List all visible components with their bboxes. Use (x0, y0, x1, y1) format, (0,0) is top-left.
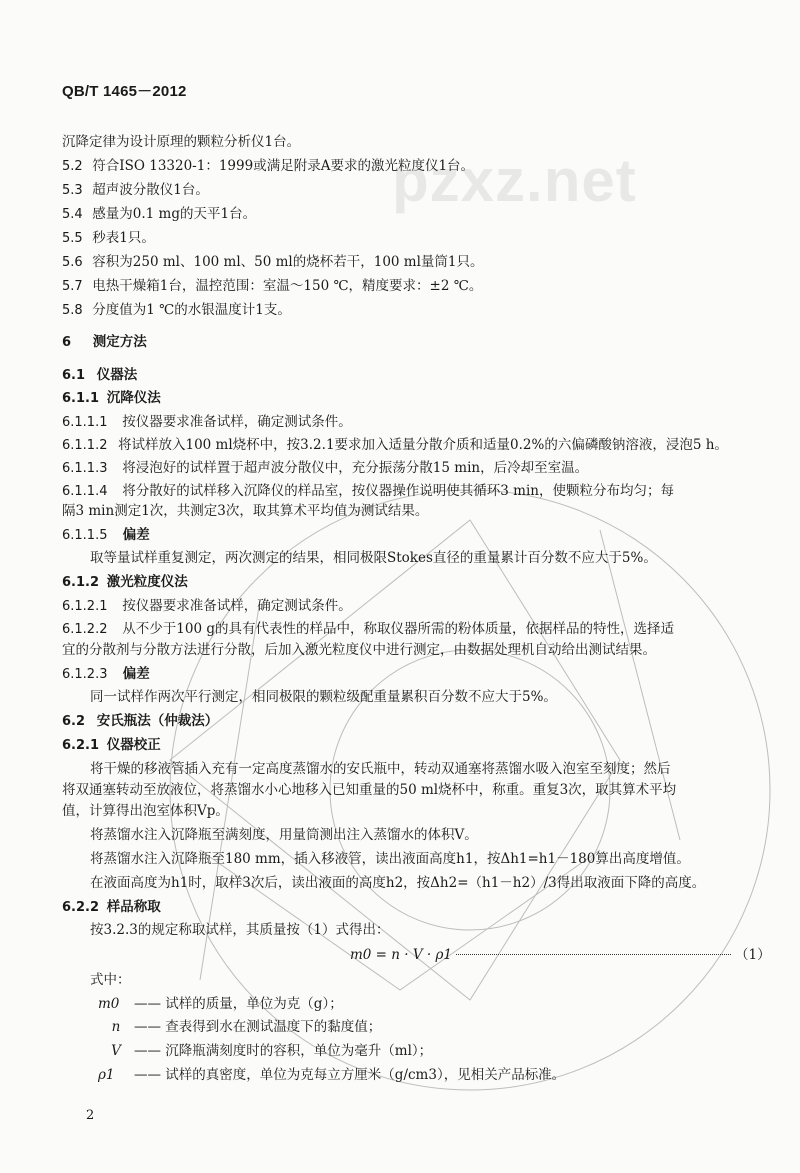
clause-6-1-2-3-heading: 6.1.2.3 偏差 (62, 666, 150, 682)
text-line: 隔3 min测定1次，共测定3次，取其算术平均值为测试结果。 (62, 503, 429, 519)
formula-leader-dots (456, 954, 731, 955)
text-line: 将干燥的移液管插入充有一定高度蒸馏水的安氏瓶中，转动双通塞将蒸馏水吸入泡室至刻度；然后 (90, 761, 671, 777)
standard-code-header: QB/T 1465－2012 (62, 83, 187, 100)
where-label: 式中： (90, 972, 131, 988)
clause-6-1-2-1: 6.1.2.1 按仪器要求准备试样，确定测试条件。 (62, 598, 352, 614)
text-line: 在液面高度为h1时，取样3次后，读出液面的高度h2，按Δh2=（h1－h2）/3得出取液面下降的高度。 (90, 875, 706, 891)
clause-5-8: 5.8 分度值为1 ℃的水银温度计1支。 (62, 302, 291, 318)
definition-v: V —— 沉降瓶满刻度时的容积，单位为毫升（ml）； (111, 1043, 433, 1059)
section-6-2-1-heading: 6.2.1 仪器校正 (62, 737, 161, 753)
clause-6-1-1-5-heading: 6.1.1.5 偏差 (62, 527, 150, 543)
text-line: 宜的分散剂与分散方法进行分散，后加入激光粒度仪中进行测定，由数据处理机自动给出测试结果。 (62, 642, 656, 658)
text-line: 沉降定律为设计原理的颗粒分析仪1台。 (62, 134, 301, 150)
clause-5-6: 5.6 容积为250 ml、100 ml、50 ml的烧杯若干，100 ml量筒1只。 (62, 254, 484, 270)
text-line: 按3.2.3的规定称取试样，其质量按（1）式得出： (90, 922, 390, 938)
clause-6-1-1-4: 6.1.1.4 将分散好的试样移入沉降仪的样品室，按仪器操作说明使其循环3 min，使颗粒分布均匀；每 (62, 483, 674, 499)
section-6-1-heading: 6.1 仪器法 (62, 367, 138, 383)
section-6-1-2-heading: 6.1.2 激光粒度仪法 (62, 574, 188, 590)
section-6-1-1-heading: 6.1.1 沉降仪法 (62, 390, 161, 406)
text-line: 将双通塞转动至放液位，将蒸馏水小心地移入已知重量的50 ml烧杯中，称重。重复3次，取其算术平均 (62, 782, 677, 798)
clause-6-1-1-2: 6.1.1.2 将试样放入100 ml烧杯中，按3.2.1要求加入适量分散介质和适量0.2%的六偏磷酸钠溶液，浸泡5 h。 (62, 437, 728, 453)
text-line: 值，计算得出泡室体积Vp。 (62, 803, 229, 819)
page-number: 2 (86, 1108, 95, 1123)
clause-5-4: 5.4 感量为0.1 mg的天平1台。 (62, 206, 257, 222)
text-line: 同一试样作两次平行测定，相同极限的颗粒级配重量累积百分数不应大于5%。 (90, 689, 557, 705)
formula-number: （1） (735, 947, 771, 963)
definition-m0: m0 —— 试样的质量，单位为克（g）； (98, 996, 343, 1012)
watermark-text: pzxz.net (392, 147, 637, 214)
clause-6-1-1-1: 6.1.1.1 按仪器要求准备试样，确定测试条件。 (62, 414, 352, 430)
definition-n: n —— 查表得到水在测试温度下的黏度值； (111, 1019, 382, 1035)
clause-6-1-2-2: 6.1.2.2 从不少于100 g的具有代表性的样品中，称取仪器所需的粉体质量，依据样品的特性，选择适 (62, 621, 674, 637)
clause-5-5: 5.5 秒表1只。 (62, 230, 155, 246)
section-6-heading: 6 测定方法 (62, 334, 147, 350)
section-6-2-heading: 6.2 安氏瓶法（仲裁法） (62, 713, 219, 729)
clause-5-7: 5.7 电热干燥箱1台，温控范围：室温～150 ℃，精度要求：±2 ℃。 (62, 278, 483, 294)
section-6-2-2-heading: 6.2.2 样品称取 (62, 899, 161, 915)
clause-6-1-1-3: 6.1.1.3 将浸泡好的试样置于超声波分散仪中，充分振荡分散15 min，后冷却至室温。 (62, 460, 589, 476)
definition-rho1: ρ1 —— 试样的真密度，单位为克每立方厘米（g/cm3），见相关产品标准。 (98, 1067, 566, 1083)
clause-5-3: 5.3 超声波分散仪1台。 (62, 182, 209, 198)
formula-1 (350, 946, 771, 964)
clause-5-2: 5.2 符合ISO 13320-1：1999或满足附录A要求的激光粒度仪1台。 (62, 158, 475, 174)
text-line: 取等量试样重复测定，两次测定的结果，相同极限Stokes直径的重量累计百分数不应大于5%。 (90, 550, 657, 566)
text-line: 将蒸馏水注入沉降瓶至满刻度，用量筒测出注入蒸馏水的体积V。 (90, 827, 478, 843)
text-line: 将蒸馏水注入沉降瓶至180 mm，插入移液管，读出液面高度h1，按Δh1=h1－180算出高度增值。 (90, 851, 690, 867)
formula-expression: m0 = n · V · ρ1 (350, 947, 453, 963)
